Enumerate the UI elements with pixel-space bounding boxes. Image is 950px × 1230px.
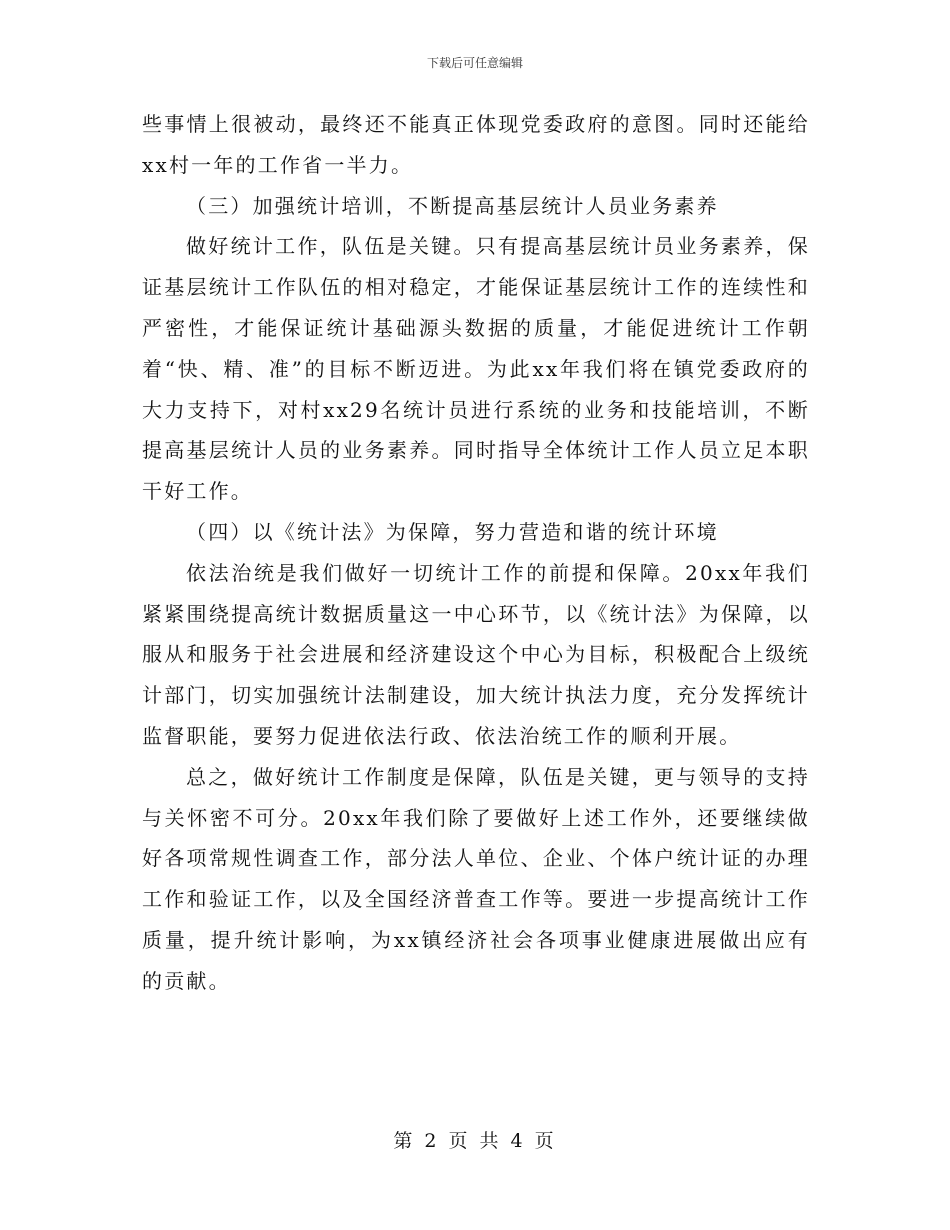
paragraph-conclusion: 总之，做好统计工作制度是保障，队伍是关键，更与领导的支持与关怀密不可分。20xx年我们除了要做好上述工作外，还要继续做好各项常规性调查工作，部分法人单位、企业、个体户统计证的办理工作和验证工作，以及全国经济普查工作等。要进一步提高统计工作质量，提升统计影响，为xx镇经济社会各项事业健康进展做出应有的贡献。 [142,764,810,993]
paragraph-training: 做好统计工作，队伍是关键。只有提高基层统计员业务素养，保证基层统计工作队伍的相对稳定，才能保证基层统计工作的连续性和严密性，才能保证统计基础源头数据的质量，才能促进统计工作朝着“快、精、准”的目标不断迈进。为此xx年我们将在镇党委政府的大力支持下，对村xx29名统计员进行系统的业务和技能培训，不断提高基层统计人员的业务素养。同时指导全体统计工作人员立足本职干好工作。 [142,234,810,504]
paragraph-continuation: 些事情上很被动，最终还不能真正体现党委政府的意图。同时还能给xx村一年的工作省一半力。 [142,112,810,177]
page-header: 下载后可任意编辑 [426,56,523,70]
document-body [142,104,810,1002]
page-number-footer: 第 2 页 共 4 页 [393,1130,557,1152]
paragraph-statistics-law: 依法治统是我们做好一切统计工作的前提和保障。20xx年我们紧紧围绕提高统计数据质量这一中心环节，以《统计法》为保障，以服从和服务于社会进展和经济建设这个中心为目标，积极配合上级统计部门，切实加强统计法制建设，加大统计执法力度，充分发挥统计监督职能，要努力促进依法行政、依法治统工作的顺利开展。 [142,560,810,748]
section-heading-four: （四）以《统计法》为保障，努力营造和谐的统计环境 [186,519,719,544]
section-heading-three: （三）加强统计培训，不断提高基层统计人员业务素养 [186,193,719,218]
